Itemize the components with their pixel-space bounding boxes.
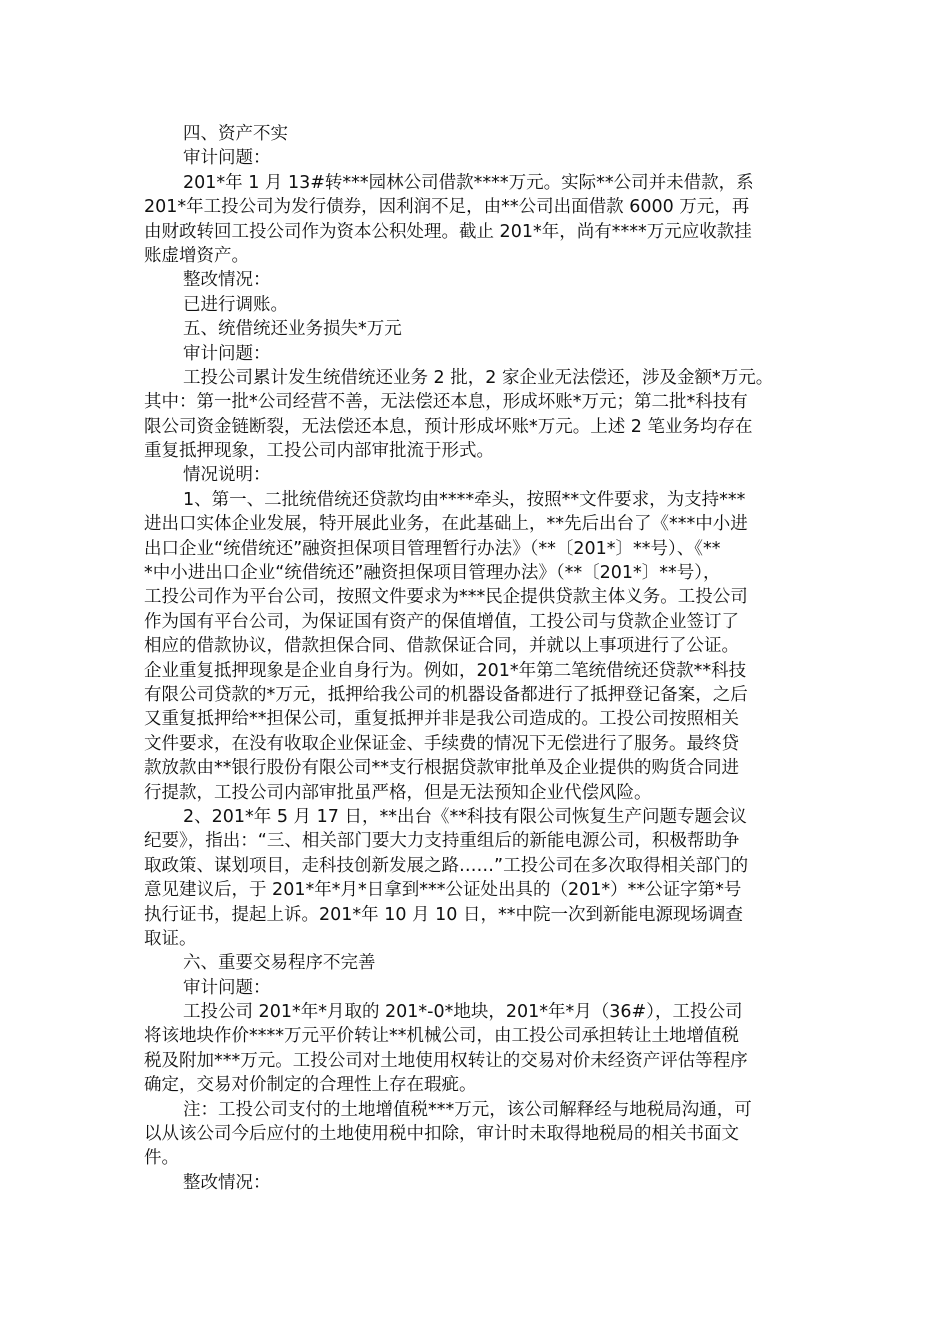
document-line: 1、第一、二批统借统还贷款均由****牵头，按照**文件要求，为支持*** <box>183 489 746 510</box>
document-line: 账虚增资产。 <box>144 245 249 266</box>
document-line: 文件要求，在没有收取企业保证金、手续费的情况下无偿进行了服务。最终贷 <box>144 733 739 754</box>
document-line: 201*年 1 月 13#转***园林公司借款****万元。实际**公司并未借款，系 <box>183 172 754 193</box>
document-line: *中小进出口企业“统借统还”融资担保项目管理办法》（**〔201*〕**号）， <box>144 563 721 584</box>
document-line: 取政策、谋划项目，走科技创新发展之路……”工投公司在多次取得相关部门的 <box>144 855 749 876</box>
document-line: 企业重复抵押现象是企业自身行为。例如，201*年第二笔统借统还贷款**科技 <box>144 660 747 681</box>
document-line: 情况说明： <box>183 465 271 486</box>
document-line: 又重复抵押给**担保公司，重复抵押并非是我公司造成的。工投公司按照相关 <box>144 709 739 730</box>
document-line: 六、重要交易程序不完善 <box>183 953 376 974</box>
document-line: 五、统借统还业务损失*万元 <box>183 319 402 340</box>
document-line: 行提款，工投公司内部审批虽严格，但是无法预知企业代偿风险。 <box>144 782 652 803</box>
document-line: 限公司资金链断裂，无法偿还本息，预计形成坏账*万元。上述 2 笔业务均存在 <box>144 416 753 437</box>
document-line: 意见建议后，于 201*年*月*日拿到***公证处出具的（201*）**公证字第*号 <box>144 880 742 901</box>
document-line: 审计问题： <box>183 343 271 364</box>
document-line: 确定，交易对价制定的合理性上存在瑕疵。 <box>144 1075 477 1096</box>
document-line: 取证。 <box>144 928 197 949</box>
document-body <box>144 122 809 1195</box>
document-line: 由财政转回工投公司作为资本公积处理。截止 201*年，尚有****万元应收款挂 <box>144 221 752 242</box>
document-line: 出口企业“统借统还”融资担保项目管理暂行办法》（**〔201*〕**号）、《** <box>144 538 721 559</box>
document-line: 201*年工投公司为发行债券，因利润不足，由**公司出面借款 6000 万元，再 <box>144 197 750 218</box>
document-line: 整改情况： <box>183 1172 271 1193</box>
document-line: 2、201*年 5 月 17 日，**出台《**科技有限公司恢复生产问题专题会议 <box>183 806 747 827</box>
document-line: 工投公司作为平台公司，按照文件要求为***民企提供贷款主体义务。工投公司 <box>144 587 748 608</box>
document-line: 审计问题： <box>183 148 271 169</box>
document-line: 整改情况： <box>183 270 271 291</box>
document-line: 注：工投公司支付的土地增值税***万元，该公司解释经与地税局沟通，可 <box>183 1099 752 1120</box>
document-line: 件。 <box>144 1148 179 1169</box>
document-line: 进出口实体企业发展，特开展此业务，在此基础上，**先后出台了《***中小进 <box>144 514 748 535</box>
document-line: 相应的借款协议，借款担保合同、借款保证合同，并就以上事项进行了公证。 <box>144 636 739 657</box>
document-line: 税及附加***万元。工投公司对土地使用权转让的交易对价未经资产评估等程序 <box>144 1050 748 1071</box>
document-line: 工投公司累计发生统借统还业务 2 批，2 家企业无法偿还，涉及金额*万元。 <box>183 367 774 388</box>
document-line: 四、资产不实 <box>183 124 288 144</box>
document-line: 以从该公司今后应付的土地使用税中扣除，审计时未取得地税局的相关书面文 <box>144 1124 739 1145</box>
document-line: 作为国有平台公司，为保证国有资产的保值增值，工投公司与贷款企业签订了 <box>144 611 739 632</box>
document-line: 其中：第一批*公司经营不善，无法偿还本息，形成坏账*万元；第二批*科技有 <box>144 392 748 413</box>
document-line: 有限公司贷款的*万元，抵押给我公司的机器设备都进行了抵押登记备案，之后 <box>144 684 748 705</box>
document-line: 审计问题： <box>183 977 271 998</box>
document-line: 执行证书，提起上诉。201*年 10 月 10 日，**中院一次到新能电源现场调查 <box>144 904 743 925</box>
document-line: 重复抵押现象，工投公司内部审批流于形式。 <box>144 441 494 462</box>
document-line: 纪要》，指出：“三、相关部门要大力支持重组后的新能电源公司，积极帮助争 <box>144 831 740 852</box>
document-line: 款放款由**银行股份有限公司**支行根据贷款审批单及企业提供的购货合同进 <box>144 758 739 779</box>
document-line: 已进行调账。 <box>183 294 288 315</box>
document-line: 将该地块作价****万元平价转让**机械公司，由工投公司承担转让土地增值税 <box>144 1026 739 1047</box>
document-line: 工投公司 201*年*月取的 201*-0*地块，201*年*月（36#），工投公司 <box>183 1002 743 1023</box>
